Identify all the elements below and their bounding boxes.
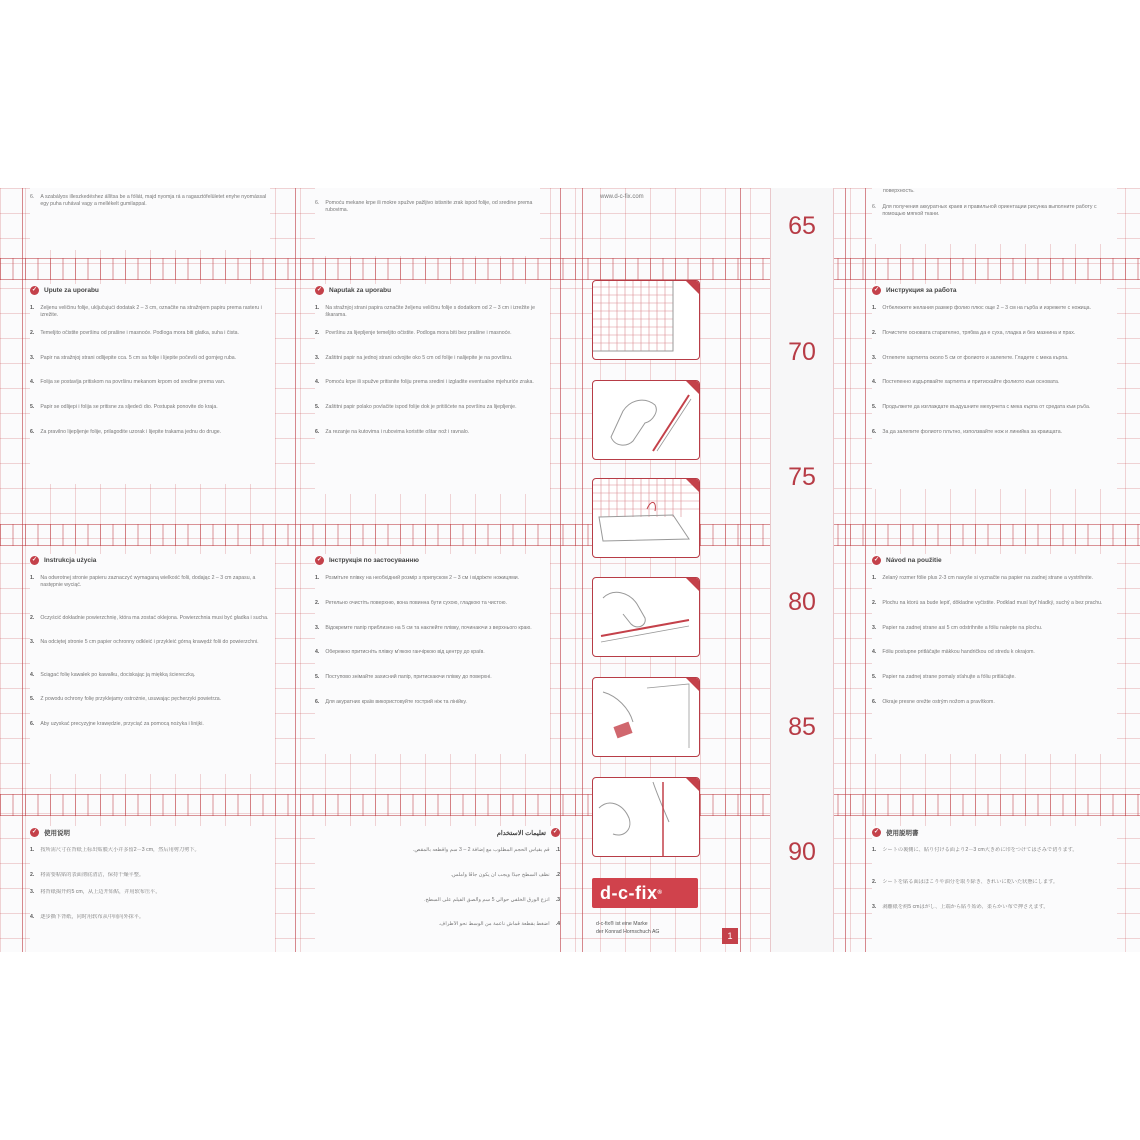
step-item bbox=[30, 330, 275, 345]
step-text: Aby uzyskać precyzyjne krawędzie, przyciąć za pomocą nożyka i linijki. bbox=[40, 721, 204, 728]
step-item bbox=[30, 305, 275, 320]
step-text: Fóliu postupne pritláčajte mäkkou handričkou od stredu k okrajom. bbox=[882, 649, 1035, 656]
step-item bbox=[315, 699, 550, 714]
step-number: 1. bbox=[872, 847, 877, 853]
step-item bbox=[872, 379, 1117, 394]
guide-line bbox=[865, 188, 866, 952]
step-item bbox=[315, 897, 560, 912]
page-number: 1 bbox=[722, 928, 738, 944]
step-number: 2. bbox=[315, 329, 320, 336]
step-number: 1. bbox=[30, 305, 35, 311]
measurement-ruler bbox=[770, 188, 834, 952]
ruler-mark: 90 bbox=[788, 838, 816, 866]
step-number: 4. bbox=[30, 671, 35, 678]
step-text: シートを貼る面はほこりや油分を取り除き、きれいに乾いた状態にします。 bbox=[882, 879, 1059, 886]
step-text: 逐步撕下背纸，同时用软布从中间向外抹平。 bbox=[40, 914, 145, 920]
step-illustration-trim bbox=[592, 777, 700, 857]
step-number: 6. bbox=[30, 194, 35, 200]
step-text: Pomoću mekane krpe ili mokre spužve pažljivo istisnite zrak ispod folije, od sredine prema rubovima. bbox=[325, 200, 533, 214]
step-text: Постепенно издърпвайте хартията и притискайте фолиото към основата. bbox=[882, 379, 1060, 386]
guide-line bbox=[845, 188, 846, 952]
step-text: 将背纸揭开约5 cm，从上边开始贴，并用软布压平。 bbox=[40, 889, 161, 896]
trademark-line: d-c-fix® ist eine Marke bbox=[596, 921, 648, 927]
step-item bbox=[315, 330, 550, 345]
step-illustration-cut bbox=[592, 280, 700, 360]
step-text: Papir se odlijepi i folija se pritisne za sljedeći dio. Postupak ponovite do kraja. bbox=[40, 404, 218, 411]
step-item bbox=[872, 404, 1117, 419]
step-number: 2. bbox=[555, 871, 560, 878]
panel-title: Upute za uporabu bbox=[44, 287, 99, 294]
panel-title: Návod na použitie bbox=[886, 557, 942, 564]
language-icon: ✓ bbox=[873, 287, 880, 293]
squeegee-icon bbox=[593, 479, 699, 557]
panel-title: Інструкція по застосуванню bbox=[329, 557, 419, 564]
step-item bbox=[315, 355, 550, 370]
guide-line bbox=[582, 188, 583, 952]
step-item bbox=[30, 672, 275, 687]
step-text: Na odciętej stronie 5 cm papier ochronny odkleić i przykleić górną krawędź folii do powierzchni. bbox=[40, 639, 259, 646]
step-text: انزع الورق الخلفي حوالي 5 سم وألصق الفيلم على السطح. bbox=[424, 896, 550, 903]
step-number: 5. bbox=[315, 674, 320, 681]
step-text: Обережно притисніть плівку м'якою ганчіркою від центру до країв. bbox=[325, 649, 485, 656]
step-text: قم بقياس الحجم المطلوب مع إضافة 2 – 3 سم واقطعه بالمقص. bbox=[412, 847, 550, 853]
guide-line bbox=[740, 188, 741, 952]
website-url: www.d-c-fix.com bbox=[600, 194, 644, 200]
guide-line bbox=[295, 188, 296, 952]
step-text: Temeljito očistite površinu od prašine i masnoće. Podloga mora biti glatka, suha i čista. bbox=[40, 329, 239, 336]
grid-band bbox=[0, 524, 1140, 546]
step-text: Pomoću krpe ili spužve pritisnite foliju prema sredini i izgladite eventualne mjehuriće zraka. bbox=[325, 379, 534, 386]
step-text: 剥離紙を約5 cmはがし、上端から貼り始め、柔らかい布で押さえます。 bbox=[882, 903, 1049, 910]
step-item bbox=[30, 847, 275, 862]
step-text: Za pravilno lijepljenje folije, prilagodite uzorak i lijepite trakama jednu do druge. bbox=[40, 428, 222, 435]
step-number: 1. bbox=[30, 847, 35, 853]
step-item bbox=[315, 921, 560, 936]
ruler-mark: 85 bbox=[788, 713, 816, 741]
panel-title: Instrukcja użycia bbox=[44, 557, 97, 564]
step-item bbox=[315, 429, 550, 444]
step-text: نظّف السطح جيدًا ويجب أن يكون جافًا وأملس. bbox=[450, 871, 550, 878]
panel-title: 使用说明 bbox=[44, 830, 70, 837]
step-item bbox=[872, 575, 1117, 590]
step-number: 2. bbox=[30, 329, 35, 336]
panel-title: تعليمات الاستخدام bbox=[496, 829, 546, 837]
step-illustration-peel bbox=[592, 380, 700, 460]
step-number: 6. bbox=[315, 200, 320, 206]
hand-trim-icon bbox=[593, 778, 699, 856]
step-item bbox=[315, 404, 550, 419]
step-number: 1. bbox=[315, 305, 320, 311]
hand-smooth-icon bbox=[593, 678, 699, 756]
step-number: 1. bbox=[30, 575, 35, 581]
step-item bbox=[872, 847, 1117, 869]
step-text: Oczyścić dokładnie powierzchnię, która ma zostać oklejona. Powierzchnia musi być gładka i sucha. bbox=[40, 614, 269, 621]
step-text: Na stražnjoj strani papira označite željenu veličinu folije s dodatkom od 2 – 3 cm i izrežite je škarama. bbox=[325, 305, 535, 319]
step-number: 2. bbox=[30, 614, 35, 621]
step-text: Продължете да изглаждате въздушните мехурчета с мека кърпа от средата към ръба. bbox=[882, 404, 1091, 411]
trademark-note bbox=[596, 920, 716, 936]
step-item bbox=[872, 429, 1117, 444]
step-number: 3. bbox=[872, 903, 877, 910]
step-number: 4. bbox=[872, 379, 877, 386]
step-text: Отлепете хартията около 5 см от фолиото и залепете. Гладете с мека кърпа. bbox=[882, 354, 1069, 361]
step-item bbox=[30, 872, 275, 879]
step-item bbox=[315, 674, 550, 689]
step-text: Papir na stražnjoj strani odlijepite cca. 5 cm sa folije i lijepite počevši od gornjeg ruba. bbox=[40, 354, 237, 361]
step-number: 5. bbox=[872, 404, 877, 411]
step-number: 3. bbox=[30, 889, 35, 896]
step-item bbox=[30, 379, 275, 394]
step-text: Розмітьте плівку на необхідний розмір з припуском 2 – 3 см і відріжте ножицями. bbox=[325, 575, 520, 581]
step-text: Поступово знімайте захисний папір, притискаючи плівку до поверхні. bbox=[325, 674, 492, 681]
step-text: Для получения аккуратных краев и правильной ориентации рисунка выполните работу с помощью мягкой ткани. bbox=[882, 204, 1097, 218]
step-item bbox=[315, 600, 550, 615]
step-text: Na odwrotnej stronie papieru zaznaczyć wymaganą wielkość folii, dodając 2 – 3 cm zapasu, a następnie wyciąć. bbox=[40, 575, 256, 589]
hand-peel-icon bbox=[593, 381, 699, 459]
step-number: 6. bbox=[315, 698, 320, 705]
step-item bbox=[30, 355, 275, 370]
step-item bbox=[872, 330, 1117, 345]
step-item bbox=[315, 625, 550, 640]
step-text: Почистете основата старателно, трябва да е суха, гладка и без мазнина и прах. bbox=[882, 329, 1076, 336]
panel-sr bbox=[30, 284, 275, 484]
step-number: 2. bbox=[872, 599, 877, 606]
panel-zh bbox=[30, 826, 275, 952]
trademark-line: der Konrad Hornschuch AG bbox=[596, 929, 660, 935]
step-item bbox=[872, 355, 1117, 370]
ruler-mark: 70 bbox=[788, 338, 816, 366]
step-item bbox=[872, 674, 1117, 689]
panel-ar bbox=[315, 826, 560, 952]
step-item bbox=[30, 639, 275, 661]
step-number: 5. bbox=[30, 404, 35, 411]
step-item bbox=[315, 649, 550, 664]
step-item bbox=[315, 847, 560, 862]
step-text: Površinu za lijepljenje temeljito očistite. Podloga mora biti bez prašine i masnoće. bbox=[325, 329, 512, 336]
corner-arrow-icon bbox=[686, 381, 699, 394]
step-text: シートの裏側に、貼り付ける面より2－3 cm大きめに印をつけてはさみで切ります。 bbox=[882, 847, 1078, 853]
step-illustration-apply bbox=[592, 478, 700, 558]
step-item bbox=[872, 879, 1117, 894]
panel-title: Инструкция за работа bbox=[886, 287, 957, 294]
panel-ja bbox=[872, 826, 1117, 952]
language-icon: ✓ bbox=[31, 829, 38, 835]
language-icon: ✓ bbox=[316, 557, 323, 563]
step-item bbox=[30, 889, 275, 904]
step-illustration-press bbox=[592, 577, 700, 657]
step-number: 6. bbox=[872, 428, 877, 435]
step-item bbox=[872, 904, 1117, 926]
panel-bg bbox=[872, 284, 1117, 489]
instruction-sheet bbox=[0, 188, 1140, 952]
step-number: 2. bbox=[872, 879, 877, 886]
panel-title: 使用説明書 bbox=[886, 830, 919, 837]
language-icon: ✓ bbox=[873, 557, 880, 563]
step-item bbox=[872, 699, 1117, 714]
step-number: 4. bbox=[30, 914, 35, 920]
corner-arrow-icon bbox=[686, 479, 699, 492]
ruler-mark: 80 bbox=[788, 588, 816, 616]
step-number: 1. bbox=[872, 305, 877, 311]
step-number: 3. bbox=[872, 354, 877, 361]
language-icon: ✓ bbox=[552, 829, 559, 835]
step-text: A szabályos illeszkedéshez állítsa be a fóliát, majd nyomja rá a ragasztófelületet enyhe nyomással egy puha ruhával vagy a mellékelt gumilappal. bbox=[40, 194, 267, 208]
grid-band bbox=[0, 794, 1140, 816]
step-text: Z powodu ochrony folię przyklejamy ostrożnie, usuwając pęcherzyki powietrza. bbox=[40, 696, 222, 703]
step-text: اضغط بقطعة قماش ناعمة من الوسط نحو الأطراف. bbox=[438, 921, 550, 928]
step-text: Zaštitni papir polako povlačite ispod folije dok je pritišćete na površinu za lijepljenje. bbox=[325, 404, 517, 411]
step-number: 4. bbox=[555, 921, 560, 928]
step-number: 2. bbox=[872, 329, 877, 336]
step-item bbox=[872, 305, 1117, 320]
step-item bbox=[872, 600, 1117, 615]
step-item bbox=[315, 575, 550, 590]
language-icon: ✓ bbox=[316, 287, 323, 293]
step-item bbox=[315, 305, 550, 320]
language-icon: ✓ bbox=[873, 829, 880, 835]
step-number: 6. bbox=[315, 428, 320, 435]
step-number: 5. bbox=[315, 404, 320, 411]
step-number: 6. bbox=[872, 204, 877, 210]
step-text: Okraje presne orežte ostrým nožom a pravítkom. bbox=[882, 698, 995, 705]
step-item bbox=[30, 575, 275, 605]
step-text: Folija se postavlja pritiskom na površinu mekanom krpom od sredine prema van. bbox=[40, 379, 226, 386]
step-item bbox=[30, 914, 275, 929]
step-item bbox=[315, 872, 560, 887]
step-number: 3. bbox=[555, 896, 560, 903]
step-number: 1. bbox=[872, 575, 877, 581]
step-item bbox=[30, 615, 275, 630]
step-text: Відокремте папір приблизно на 5 см та наклейте плівку, починаючи з верхнього краю. bbox=[325, 624, 532, 631]
step-number: 3. bbox=[315, 354, 320, 361]
step-number: 6. bbox=[30, 721, 35, 728]
top-snippet-panel bbox=[315, 188, 540, 256]
step-item bbox=[872, 625, 1117, 640]
grid-band bbox=[0, 258, 1140, 280]
step-number: 2. bbox=[30, 871, 35, 878]
brand-logo bbox=[592, 878, 698, 908]
step-text: Для акуратних країв використовуйте гострий ніж та лінійку. bbox=[325, 698, 467, 705]
step-text: 将需要粘贴的表面彻底清洁，保持干燥平整。 bbox=[40, 871, 145, 878]
corner-arrow-icon bbox=[686, 778, 699, 791]
step-number: 5. bbox=[872, 674, 877, 681]
step-text: Ściągać folię kawałek po kawałku, dociskając ją miękką ściereczką. bbox=[40, 671, 196, 678]
language-icon: ✓ bbox=[31, 557, 38, 563]
step-number: 1. bbox=[555, 847, 560, 853]
step-illustration-smooth bbox=[592, 677, 700, 757]
panel-uk bbox=[315, 554, 550, 754]
step-number: 1. bbox=[315, 575, 320, 581]
step-text: За да залепите фолиото плътно, използвайте нож и линийка за краищата. bbox=[882, 428, 1063, 435]
top-snippet-panel bbox=[30, 188, 270, 250]
hand-press-icon bbox=[593, 578, 699, 656]
ruler-mark: 75 bbox=[788, 463, 816, 491]
step-number: 4. bbox=[30, 379, 35, 386]
panel-cs bbox=[872, 554, 1117, 754]
step-number: 4. bbox=[315, 379, 320, 386]
guide-line bbox=[22, 188, 23, 952]
ruler-mark: 65 bbox=[788, 212, 816, 240]
step-item bbox=[30, 404, 275, 419]
step-text: Za rezanje na kutovima i rubovima koristite oštar nož i ravnalo. bbox=[325, 428, 470, 435]
step-item bbox=[315, 379, 550, 394]
step-text: Želaný rozmer fólie plus 2-3 cm navyše si vyznačte na papier na zadnej strane a vystrihnite. bbox=[882, 575, 1094, 581]
step-text: Papier na zadnej strane asi 5 cm odstrihnite a fóliu nalepte na plochu. bbox=[882, 624, 1043, 631]
trademark-symbol: ® bbox=[657, 890, 663, 896]
step-text: Željenu veličinu folije, uključujući dodatak 2 – 3 cm, označite na stražnjem papiru prema rasteru i izrežite. bbox=[40, 305, 262, 319]
panel-title: Naputak za uporabu bbox=[329, 287, 392, 294]
step-number: 3. bbox=[30, 639, 35, 646]
step-text: поверхность. bbox=[883, 188, 915, 194]
step-text: Papier na zadnej strane pomaly sťahujte a fóliu pritláčajte. bbox=[882, 674, 1016, 681]
step-number: 3. bbox=[872, 624, 877, 631]
step-text: Отбележете желания размер фолио плюс още 2 – 3 см на гърба и изрежете с ножица. bbox=[882, 305, 1092, 311]
grid-sheet-icon bbox=[593, 281, 699, 359]
step-number: 6. bbox=[872, 698, 877, 705]
guide-line bbox=[560, 188, 561, 952]
step-number: 4. bbox=[872, 649, 877, 656]
language-icon: ✓ bbox=[31, 287, 38, 293]
step-number: 2. bbox=[315, 599, 320, 606]
brand-logo-text: d-c-fix bbox=[600, 882, 658, 903]
step-text: Ретельно очистіть поверхню, вона повинна бути сухою, гладкою та чистою. bbox=[325, 599, 507, 606]
step-number: 4. bbox=[315, 649, 320, 656]
step-item bbox=[30, 696, 275, 711]
step-item bbox=[872, 649, 1117, 664]
step-number: 3. bbox=[30, 354, 35, 361]
step-text: Zaštitni papir na jednoj strani odvojite oko 5 cm od folije i nalijepite je na površinu. bbox=[325, 354, 513, 361]
step-item bbox=[30, 429, 275, 444]
step-text: 按所需尺寸在背纸上标出贴膜大小并多留2－3 cm，然后用剪刀剪下。 bbox=[40, 847, 200, 853]
corner-arrow-icon bbox=[686, 578, 699, 591]
corner-arrow-icon bbox=[686, 678, 699, 691]
step-text: Plochu na ktorú sa bude lepiť, dôkladne vyčistite. Podklad musí byť hladký, suchý a bez prachu. bbox=[882, 599, 1103, 606]
panel-hr bbox=[315, 284, 550, 494]
step-number: 3. bbox=[315, 624, 320, 631]
step-number: 5. bbox=[30, 696, 35, 703]
step-number: 6. bbox=[30, 428, 35, 435]
corner-arrow-icon bbox=[686, 281, 699, 294]
top-snippet-panel bbox=[872, 188, 1117, 244]
step-item bbox=[30, 721, 275, 736]
panel-pl bbox=[30, 554, 275, 774]
